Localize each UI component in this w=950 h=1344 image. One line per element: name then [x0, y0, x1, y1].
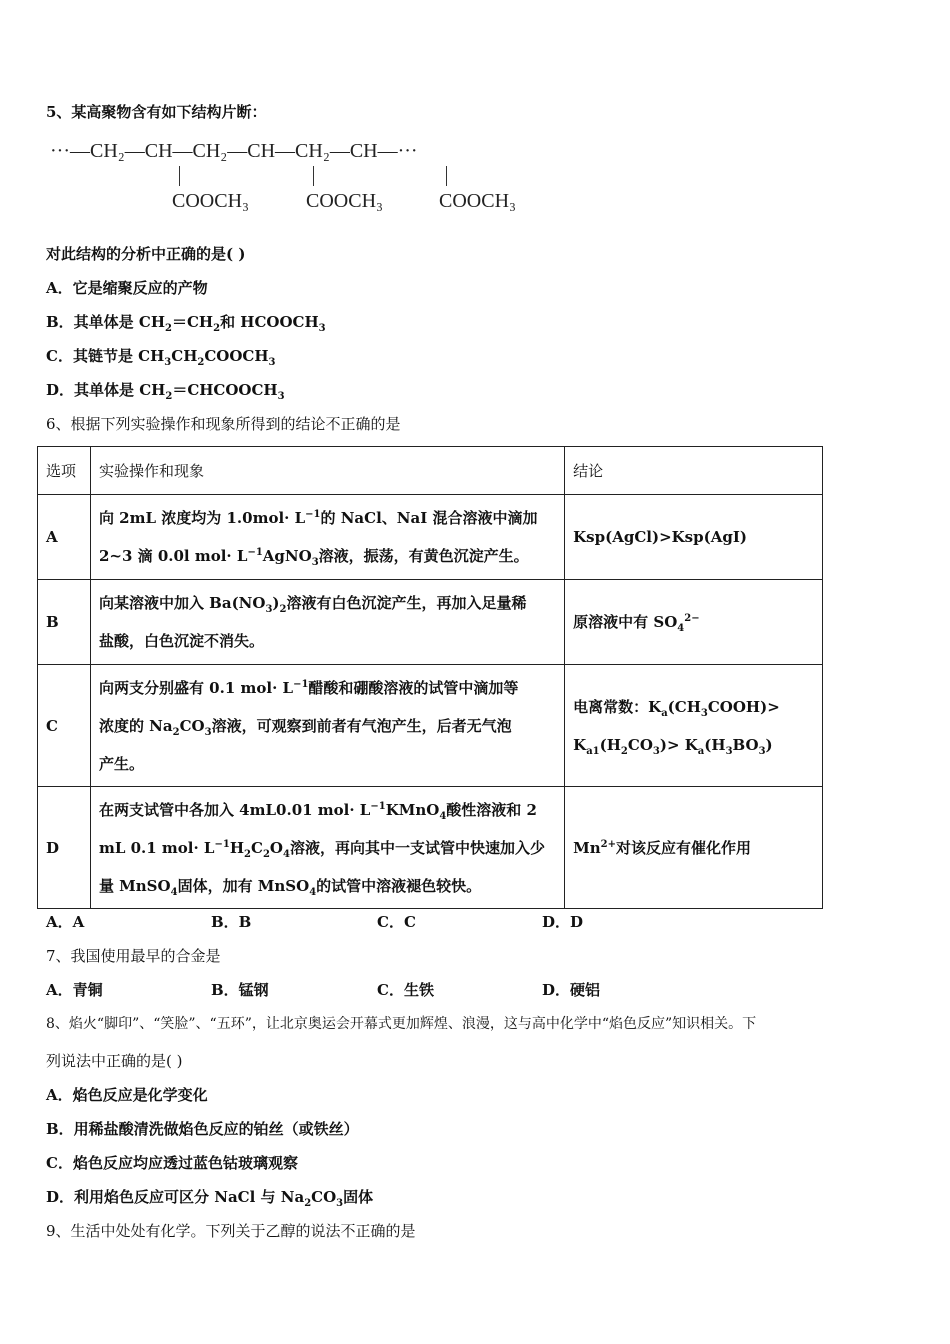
q5-bond-1 — [179, 166, 180, 186]
q5-option-c: C．其链节是 $CH_3CH_2COOCH_3$ — [46, 347, 276, 368]
q5-substituent-1: COOCH₃ — [172, 190, 249, 212]
q5-bond-3 — [446, 166, 447, 186]
q5-option-b: B．其单体是 $CH_2=CH_2$和 $HCOOCH_3$ — [46, 313, 326, 334]
q8-option-c: C．焰色反应均应透过蓝色钴玻璃观察 — [46, 1154, 298, 1172]
q5-question: 对此结构的分析中正确的是( ) — [46, 245, 246, 263]
q5-stem: 5、某高聚物含有如下结构片断： — [46, 103, 267, 121]
q9-stem: 9、生活中处处有化学。下列关于乙醇的说法不正确的是 — [46, 1222, 416, 1240]
q5-substituent-2: COOCH₃ — [306, 190, 383, 212]
q6-option-a: A．A — [46, 913, 85, 931]
row-conclusion: 原溶液中有 $SO_4^{2-}$ — [565, 580, 823, 665]
row-operation: 向两支分别盛有 0.1 $mol\cdot L^{-1}$醋酸和硼酸溶液的试管中滴加等 浓度的 $Na_2CO_3$溶液，可观察到前者有气泡产生，后者无气泡 产生。 — [90, 665, 564, 787]
q6-option-c: C．C — [377, 913, 416, 931]
row-label: C — [38, 665, 91, 787]
row-label: D — [38, 787, 91, 909]
header-conclusion: 结论 — [565, 447, 823, 495]
q5-bond-2 — [313, 166, 314, 186]
q7-option-b: B．锰钢 — [211, 981, 269, 999]
q8-option-d: D．利用焰色反应可区分 NaCl 与 $Na_2CO_3$固体 — [46, 1188, 374, 1209]
q7-option-d: D．硬铝 — [542, 981, 601, 999]
q7-stem: 7、我国使用最早的合金是 — [46, 947, 221, 965]
table-row — [38, 495, 823, 580]
header-operation: 实验操作和现象 — [90, 447, 564, 495]
table-row — [38, 580, 823, 665]
q7-option-a: A．青铜 — [46, 981, 103, 999]
q6-experiment-table — [37, 446, 823, 909]
table-header-row — [38, 447, 823, 495]
row-operation: 向某溶液中加入 $Ba(NO_3)_2$溶液有白色沉淀产生，再加入足量稀 盐酸，白色沉淀不消失。 — [90, 580, 564, 665]
row-operation: 在两支试管中各加入 4mL0.01 $mol\cdot L^{-1}KMnO_4$酸性溶液和 2 mL 0.1 $mol\cdot L^{-1}H_2C_2O_4$溶液，再向其中一支试管中快速加入少 量 MnSO$_4$固体，加有 MnSO$_4$的试管中溶液褪色较快。 — [90, 787, 564, 909]
q8-stem-line1: 8、焰火“脚印”、“笑脸”、“五环”，让北京奥运会开幕式更加辉煌、浪漫，这与高中化学中“焰色反应”知识相关。下 — [46, 1016, 757, 1032]
row-conclusion: 电离常数：$K_a(CH_3COOH)>$ $K_{a1}(H_2CO_3)> K_a(H_3BO_3)$ — [565, 665, 823, 787]
table-row — [38, 665, 823, 787]
row-operation: 向 2mL 浓度均为 $1.0mol\cdot L^{-1}$的 NaCl、NaI 混合溶液中滴加 2~3 滴 0.0l $mol\cdot L^{-1}AgNO_3$溶液，振荡，有黄色沉淀产生。 — [90, 495, 564, 580]
q7-option-c: C．生铁 — [377, 981, 434, 999]
q5-option-a: A．它是缩聚反应的产物 — [46, 279, 208, 297]
header-option: 选项 — [38, 447, 91, 495]
q5-structure-diagram — [50, 138, 550, 220]
row-conclusion: Ksp(AgCl)>Ksp(AgI) — [565, 495, 823, 580]
row-label: B — [38, 580, 91, 665]
q5-substituent-3: COOCH₃ — [439, 190, 516, 212]
q6-stem: 6、根据下列实验操作和现象所得到的结论不正确的是 — [46, 415, 401, 433]
table-row — [38, 787, 823, 909]
q8-option-b: B．用稀盐酸清洗做焰色反应的铂丝（或铁丝） — [46, 1120, 359, 1138]
row-conclusion: $Mn^{2+}$对该反应有催化作用 — [565, 787, 823, 909]
row-label: A — [38, 495, 91, 580]
q6-option-b: B．B — [211, 913, 252, 931]
q6-option-d: D．D — [542, 913, 584, 931]
q5-option-d: D．其单体是 $CH_2=CHCOOCH_3$ — [46, 381, 285, 402]
q5-structure-chain: ···—CH₂—CH—CH₂—CH—CH₂—CH—··· — [50, 140, 418, 162]
q8-option-a: A．焰色反应是化学变化 — [46, 1086, 208, 1104]
q8-stem-line2: 列说法中正确的是( ) — [46, 1052, 183, 1070]
